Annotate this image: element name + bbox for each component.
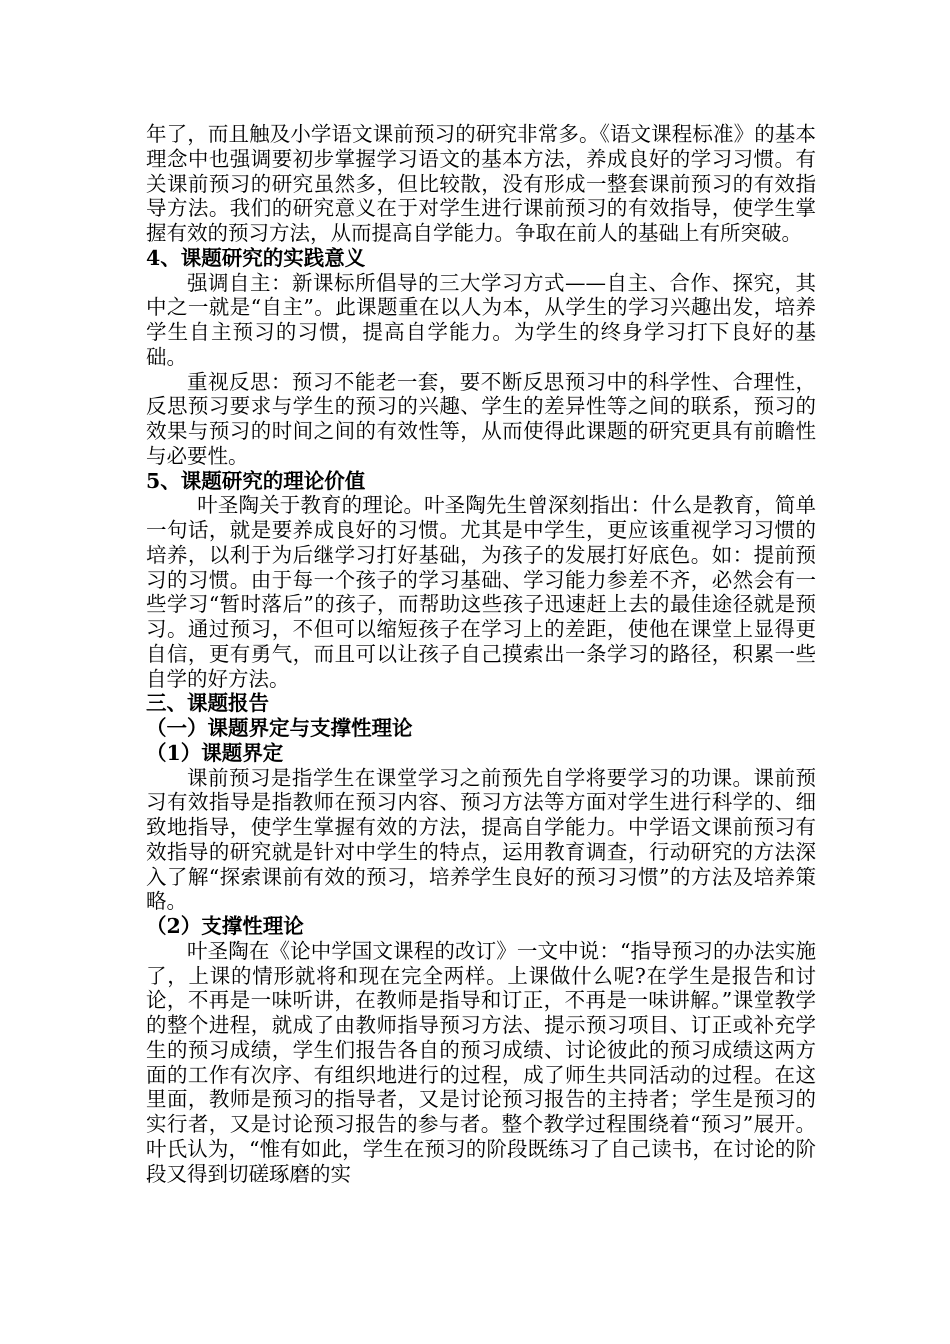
paragraph-supporting-theory: 叶圣陶在《论中学国文课程的改订》一文中说：“指导预习的办法实施了，上课的情形就将和现在完全两样。上课做什么呢?在学生是报告和讨论，不再是一味听讲，在教师是指导和订正，不再是一味讲解。”课堂教学的整个进程，就成了由教师指导预习方法、提示预习项目、订正或补充学生的预习成绩，学生们报告各自的预习成绩、讨论彼此的预习成绩这两方面的工作有次序、有组织地进行的过程，成了师生共同活动的过程。在这里面，教师是预习的指导者，又是讨论预习报告的主持者；学生是预习的实行者，又是讨论预习报告的参与者。整个教学过程围绕着“预习”展开。叶氏认为，“惟有如此，学生在预习的阶段既练习了自己读书，在讨论的阶段又得到切磋琢磨的实 — [146, 938, 816, 1186]
heading-theoretical-value: 5、课题研究的理论价值 — [146, 468, 366, 493]
heading-practical-significance: 4、课题研究的实践意义 — [146, 245, 366, 270]
paragraph-ye-shengtao-theory: 叶圣陶关于教育的理论。叶圣陶先生曾深刻指出：什么是教育，简单一句话，就是要养成良好的习惯。尤其是中学生，更应该重视学习习惯的培养，以利于为后继学习打好基础，为孩子的发展打好底色。如：提前预习的习惯。由于每一个孩子的学习基础、学习能力参差不齐，必然会有一些学习“暂时落后”的孩子，而帮助这些孩子迅速赶上去的最佳途径就是预习。通过预习，不但可以缩短孩子在学习上的差距，使他在课堂上显得更自信，更有勇气，而且可以让孩子自己摸索出一条学习的路径，积累一些自学的好方法。 — [146, 493, 816, 691]
heading-project-definition: （1）课题界定 — [146, 740, 284, 765]
paragraph-continuation: 年了，而且触及小学语文课前预习的研究非常多。《语文课程标准》的基本理念中也强调要初步掌握学习语文的基本方法，养成良好的学习习惯。有关课前预习的研究虽然多，但比较散，没有形成一整套课前预习的有效指导方法。我们的研究意义在于对学生进行课前预习的有效指导，使学生掌握有效的预习方法，从而提高自学能力。争取在前人的基础上有所突破。 — [146, 122, 816, 245]
paragraph-definition: 课前预习是指学生在课堂学习之前预先自学将要学习的功课。课前预习有效指导是指教师在预习内容、预习方法等方面对学生进行科学的、细致地指导，使学生掌握有效的方法，提高自学能力。中学语文课前预习有效指导的研究就是针对中学生的特点，运用教育调查，行动研究的方法深入了解“探索课前有效的预习，培养学生良好的预习习惯”的方法及培养策略。 — [146, 765, 816, 914]
paragraph-emphasize-autonomy: 强调自主：新课标所倡导的三大学习方式——自主、合作、探究，其中之一就是“自主”。此课题重在以人为本，从学生的学习兴趣出发，培养学生自主预习的习惯，提高自学能力。为学生的终身学习打下良好的基础。 — [146, 270, 816, 369]
heading-project-report: 三、课题报告 — [146, 691, 269, 716]
heading-supporting-theory: （2）支撑性理论 — [146, 914, 304, 938]
paragraph-value-reflection: 重视反思：预习不能老一套，要不断反思预习中的科学性、合理性，反思预习要求与学生的预习的兴趣、学生的差异性等之间的联系，预习的效果与预习的时间之间的有效性等，从而使得此课题的研究更具有前瞻性与必要性。 — [146, 369, 816, 468]
document-body — [146, 122, 816, 1186]
heading-definition-and-theory: （一）课题界定与支撑性理论 — [146, 716, 413, 740]
